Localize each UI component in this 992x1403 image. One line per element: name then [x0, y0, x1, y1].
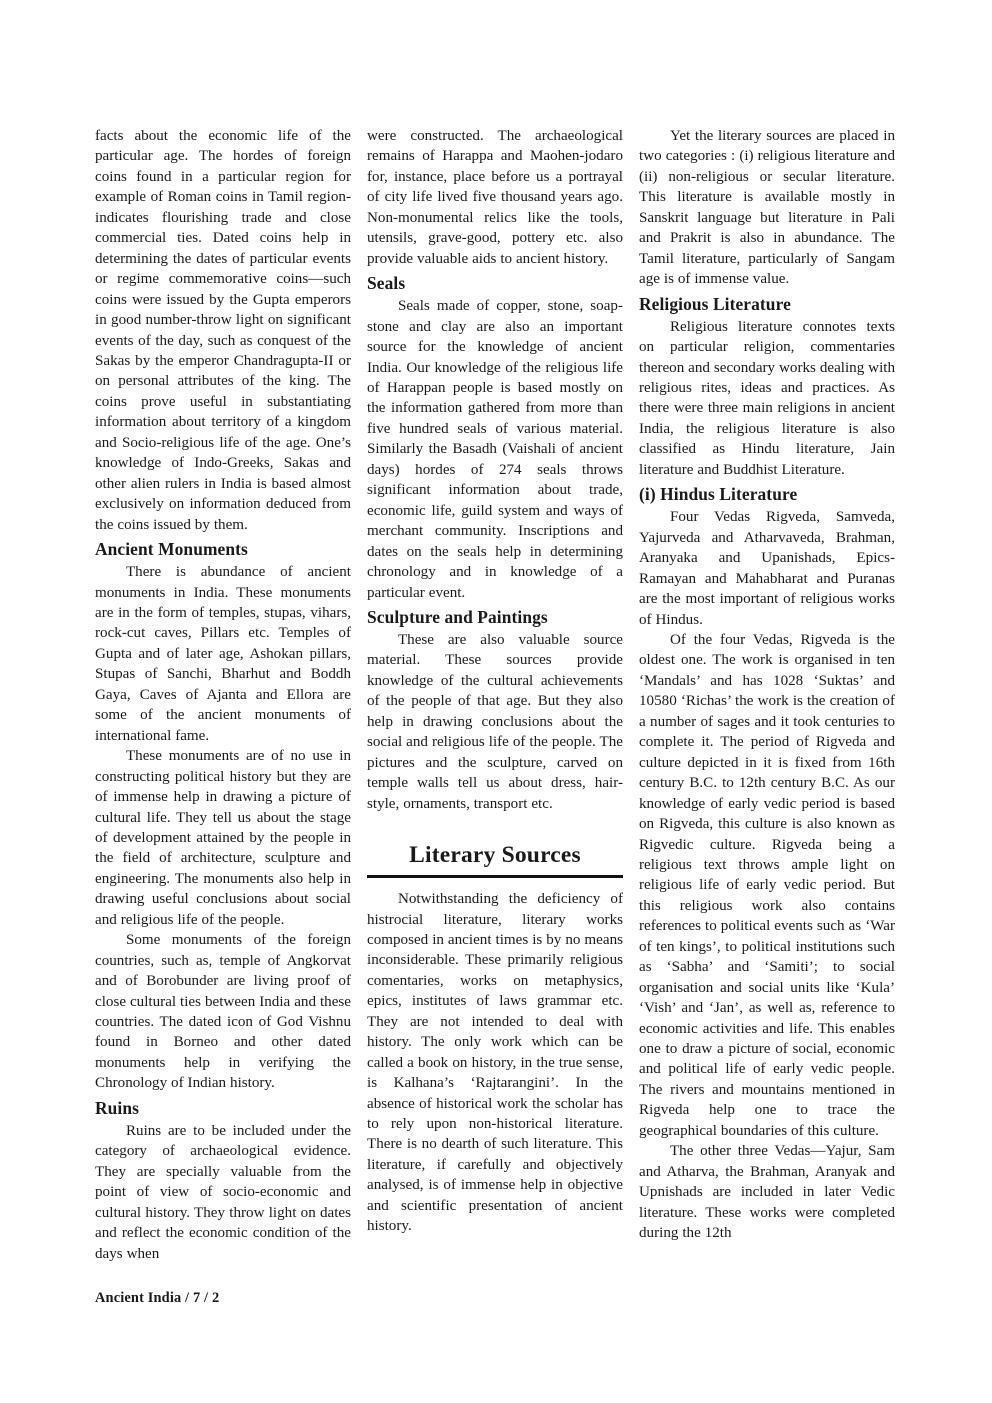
heading-underline-rule: [367, 875, 623, 878]
section-heading-sculpture-and-paintings: Sculpture and Paintings: [367, 606, 548, 627]
major-section-heading-block: [367, 841, 623, 878]
three-column-text-body: [95, 126, 896, 1286]
section-heading-ancient-monuments: Ancient Monuments: [95, 539, 248, 560]
column-3: [639, 126, 895, 1244]
paragraph: Religious literature connotes texts on particular religion, commentaries thereon and secondary works dealing with religious rites, ideas and practices. As there were three main religions in ancient India, the religious literature is also classified as Hindu literature, Jain literature and Buddhist Literature.: [639, 318, 896, 478]
paragraph: Of the four Vedas, Rigveda is the oldest one. The work is organised in ten ‘Mandals’ and has 1028 ‘Suktas’ and 10580 ‘Richas’ the work is the creation of a number of sages and it took centuries to complete it. The period of Rigveda and culture depicted in it is fixed from 16th century B.C. to 12th century B.C. As our knowledge of early vedic period is based on Rigveda, this culture is also known as Rigvedic culture. Rigveda being a religious text throws ample light on religious life of early vedic period. But this religious work also contains references to political events such as ‘War of ten kings’, to political institutions such as ‘Sabha’ and ‘Samiti’; to social organisation and social units like ‘Kula’ ‘Vish’ and ‘Jan’, as well as, reference to economic activities and life. This enables one to draw a picture of social, economic and political life of early vedic people. The rivers and mountains mentioned in Rigveda help one to trace the geographical boundaries of this culture.: [639, 631, 895, 1139]
column-1: [95, 126, 351, 1264]
paragraph: Notwithstanding the deficiency of histrocial literature, literary works composed in ancient times is by no means inconsiderable. These primarily religious comentaries, works on metaphysics, epics, institutes of laws grammar etc. They are not intended to deal with history. The only work which can be called a book on history, in the true sense, is Kalhana’s ‘Rajtarangini’. In the absence of historical work the scholar has to rely upon non-historical literature. There is no dearth of such literature. This literature, if carefully and objectively analysed, is of immense help in objective and scientific presentation of ancient history.: [367, 891, 623, 1235]
section-heading-hindus-literature: (i) Hindus Literature: [639, 484, 798, 505]
paragraph: There is abundance of ancient monuments in India. These monuments are in the form of temples, stupas, vihars, rock-cut caves, Pillars etc. Temples of Gupta and of later age, Ashokan pillars, Stupas of Sanchi, Bharhut and Boddh Gaya, Caves of Ajanta and Ellora are some of the ancient monuments of international fame.: [95, 564, 351, 744]
paragraph: Seals made of copper, stone, soap-stone and clay are also an important source for the knowledge of ancient India. Our knowledge of the religious life of Harappan people is based mostly on the information gathered from more than five hundred seals of various material. Similarly the Basadh (Vaishali of ancient days) hordes of 274 seals throws significant information about trade, economic life, guild system and ways of merchant community. Inscriptions and dates on the seals help in determining chronology and in knowledge of a particular event.: [367, 298, 623, 601]
section-heading-seals: Seals: [367, 273, 406, 294]
column-2: [367, 126, 623, 1237]
paragraph: Yet the literary sources are placed in two categories : (i) religious literature and (ii) non-religious or secular literature. This literature is available mostly in Sanskrit language but literature in Pali and Prakrit is also in abundance. The Tamil literature, particularly of Sangam age is of immense value.: [639, 128, 895, 288]
paragraph: Four Vedas Rigveda, Samveda, Yajurveda and Atharvaveda, Brahman, Aranyaka and Upanishads, Epics-Ramayan and Mahabharat and Puranas are the most important of religious works of Hindus.: [639, 509, 895, 628]
section-heading-ruins: Ruins: [95, 1097, 140, 1118]
paragraph: These monuments are of no use in constructing political history but they are of immense help in drawing a picture of cultural life. They tell us about the stage of development attained by the people in the field of architecture, sculpture and engineering. The monuments also help in drawing useful conclusions about social and religious life of the people.: [95, 748, 351, 928]
paragraph: The other three Vedas—Yajur, Sam and Atharva, the Brahman, Aranyak and Upnishads are included in later Vedic literature. These works were completed during the 12th: [639, 1143, 895, 1242]
major-heading-literary-sources: Literary Sources: [409, 842, 581, 869]
paragraph: Some monuments of the foreign countries, such as, temple of Angkorvat and of Borobunder are living proof of close cultural ties between India and these countries. The dated icon of God Vishnu found in Borneo and other dated monuments help in verifying the Chronology of Indian history.: [95, 932, 351, 1092]
paragraph: Ruins are to be included under the category of archaeological evidence. They are specially valuable from the point of view of socio-economic and cultural history. They throw light on dates and reflect the economic condition of the days when: [95, 1122, 351, 1262]
paragraph: were constructed. The archaeological remains of Harappa and Maohen-jodaro for, instance, place before us a portrayal of city life lived five thousand years ago. Non-monumental relics like the tools, utensils, grave-good, pottery etc. also provide valuable aids to ancient history.: [367, 128, 623, 267]
page-footer: Ancient India / 7 / 2: [95, 1290, 220, 1306]
paragraph: These are also valuable source material. These sources provide knowledge of the cultural achievements of the people of that age. But they also help in drawing conclusions about the social and religious life of the people. The pictures and the sculpture, carved on temple walls tell us about dress, hair-style, ornaments, transport etc.: [367, 631, 623, 812]
section-heading-religious-literature: Religious Literature: [639, 293, 791, 314]
paragraph: facts about the economic life of the particular age. The hordes of foreign coins found in a particular region for example of Roman coins in Tamil region-indicates flourishing trade and close commercial ties. Dated coins help in determining the dates of particular events or regime commemorative coins—such coins were issued by the Gupta emperors in good number-throw light on significant events of the day, such as conquest of the Sakas by the emperor Chandragupta-II or on personal attributes of the king. The coins prove useful in substantiating information about territory of a kingdom and Socio-religious life of the age. One’s knowledge of Indo-Greeks, Sakas and other alien rulers in India is based almost exclusively on information deduced from the coins issued by them.: [95, 128, 351, 533]
